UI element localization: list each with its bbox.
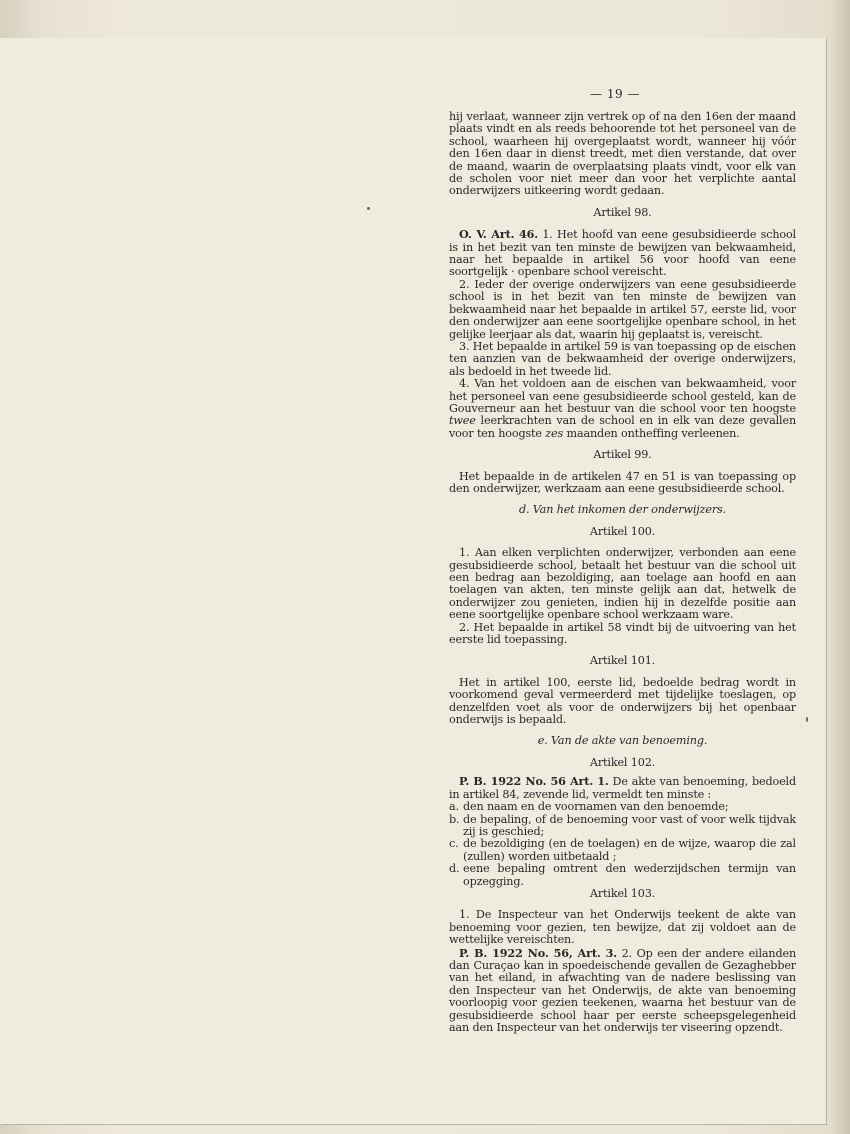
list-item-label: b. — [449, 812, 460, 826]
article-98-para-3: 3. Het bepaalde in artikel 59 is van toepassing op de eischen ten aanzien van de bekwaamheid der overige onderwijzers, als bedoeld in het tweede lid. — [449, 339, 796, 378]
article-98-title: Artikel 98. — [593, 205, 652, 219]
page-number: — 19 — — [590, 87, 640, 101]
ink-speck — [367, 207, 370, 210]
list-item-label: d. — [449, 862, 460, 876]
article-102-reference: P. B. 1922 No. 56 Art. 1. — [459, 774, 609, 789]
article-98-para-4-text-b: leerkrachten van de school en in elk van deze gevallen voor ten hoogste — [449, 414, 796, 440]
article-98-emph-twee: twee — [449, 414, 476, 428]
article-98-reference: O. V. Art. 46. — [459, 227, 538, 242]
ink-speck — [806, 717, 808, 722]
list-item-text: de bezoldiging (en de toelagen) en de wijze, waarop die zal (zullen) worden uitbetaald ; — [463, 837, 796, 863]
list-item-text: den naam en de voornamen van den benoemde; — [463, 800, 729, 814]
article-102-title: Artikel 102. — [589, 755, 656, 769]
list-item — [449, 814, 796, 839]
list-item-label: a. — [449, 800, 459, 814]
article-101-title: Artikel 101. — [589, 654, 656, 668]
list-item-text: eene bepaling omtrent den wederzijdschen termijn van opzegging. — [463, 862, 796, 888]
article-99-title: Artikel 99. — [593, 448, 652, 462]
list-item — [449, 838, 796, 863]
article-102-text: De akte van benoeming, bedoeld in artikel 84, zevende lid, vermeldt ten minste : — [449, 775, 796, 801]
text-column — [449, 111, 796, 1034]
article-102-paragraph — [449, 775, 796, 801]
article-98-para-1-text: 1. Het hoofd van eene gesubsidieerde school is in het bezit van ten minste de bewijzen van bekwaamheid, naar het bepaalde in artikel 56 voor hoofd van eene soortgelijk · openbare school vereischt. — [449, 228, 796, 279]
article-103-para-1: 1. De Inspecteur van het Onderwijs teekent de akte van benoeming voor gezien, ten bewijze, dat zij voldoet aan de wettelijke vereischten. — [449, 908, 796, 947]
article-98-para-4-text-c: maanden ontheffing verleenen. — [566, 426, 740, 440]
article-98-para-2: 2. Ieder der overige onderwijzers van eene gesubsidieerde school is in het bezit van ten minste de bewijzen van bekwaamheid naar het bepaalde in artikel 57, eerste lid, voor den onderwijzer aan eene soortgelijke openbare school, in het gelijke leerjaar als dat, waarin hij geplaatst is, vereischt. — [449, 277, 796, 341]
article-103-reference: P. B. 1922 No. 56, Art. 3. — [459, 945, 617, 960]
article-99-paragraph: Het bepaalde in de artikelen 47 en 51 is van toepassing op den onderwijzer, werkzaam aan eene gesubsidieerde school. — [449, 469, 796, 495]
article-100-para-2: 2. Het bepaalde in artikel 58 vindt bij de uitvoering van het eerste lid toepassing. — [449, 620, 796, 647]
section-e-heading: e. Van de akte van benoeming. — [537, 734, 708, 748]
article-100-title: Artikel 100. — [589, 524, 656, 538]
article-103-para-2 — [449, 947, 796, 1035]
intro-paragraph: hij verlaat, wanneer zijn vertrek op of na den 16en der maand plaats vindt en als reeds behoorende tot het personeel van de school, waarheen hij overgeplaatst wordt, wanneer hij vóór den 16en daar in dienst treedt, met dien verstande, dat over de maand, waarin de overplaatsing plaats vindt, voor elk van de scholen voor niet meer dan voor het verplichte aantal onderwijzers uitkeering wordt gedaan. — [449, 110, 796, 198]
list-item — [449, 801, 796, 813]
article-98-emph-zes: zes — [545, 426, 564, 440]
article-98-para-1 — [449, 228, 796, 279]
article-98-para-4-text-a: 4. Van het voldoen aan de eischen van bekwaamheid, voor het personeel van eene gesubsidieerde school gesteld, kan de Gouverneur aan het bestuur van die school voor ten hoogste — [449, 377, 796, 415]
article-100-para-1: 1. Aan elken verplichten onderwijzer, verbonden aan eene gesubsidieerde school, betaalt het bestuur van die school uit een bedrag aan bezoldiging, aan toelage aan hoofd en aan toelagen van akten, ten minste gelijk aan dat, hetwelk de onderwijzer zou genieten, indien hij in dezelfde positie aan eene soortgelijke openbare school werkzaam ware. — [449, 546, 796, 622]
article-103-title: Artikel 103. — [589, 886, 656, 900]
list-item-text: de bepaling, of de benoeming voor vast of voor welk tijdvak zij is geschied; — [463, 812, 796, 838]
list-item — [449, 863, 796, 888]
article-98-para-4 — [449, 378, 796, 440]
article-101-paragraph: Het in artikel 100, eerste lid, bedoelde bedrag wordt in voorkomend geval vermeerderd met tijdelijke toeslagen, op denzelfden voet als voor de onderwijzers bij het openbaar onderwijs is bepaald. — [449, 675, 796, 727]
list-item-label: c. — [449, 837, 459, 851]
section-d-heading: d. Van het inkomen der onderwijzers. — [518, 503, 727, 517]
article-103-para-2-text: 2. Op een der andere eilanden dan Curaçao kan in spoedeischende gevallen de Gezaghebber van het eiland, in afwachting van de nadere beslissing van den Inspecteur van het Onderwijs, de akte van benoeming voorloopig voor gezien teekenen, waarna het bestuur van de gesubsidieerde school haar per eerste scheepsgelegenheid aan den Inspecteur van het onderwijs ter viseering opzendt. — [449, 946, 797, 1034]
